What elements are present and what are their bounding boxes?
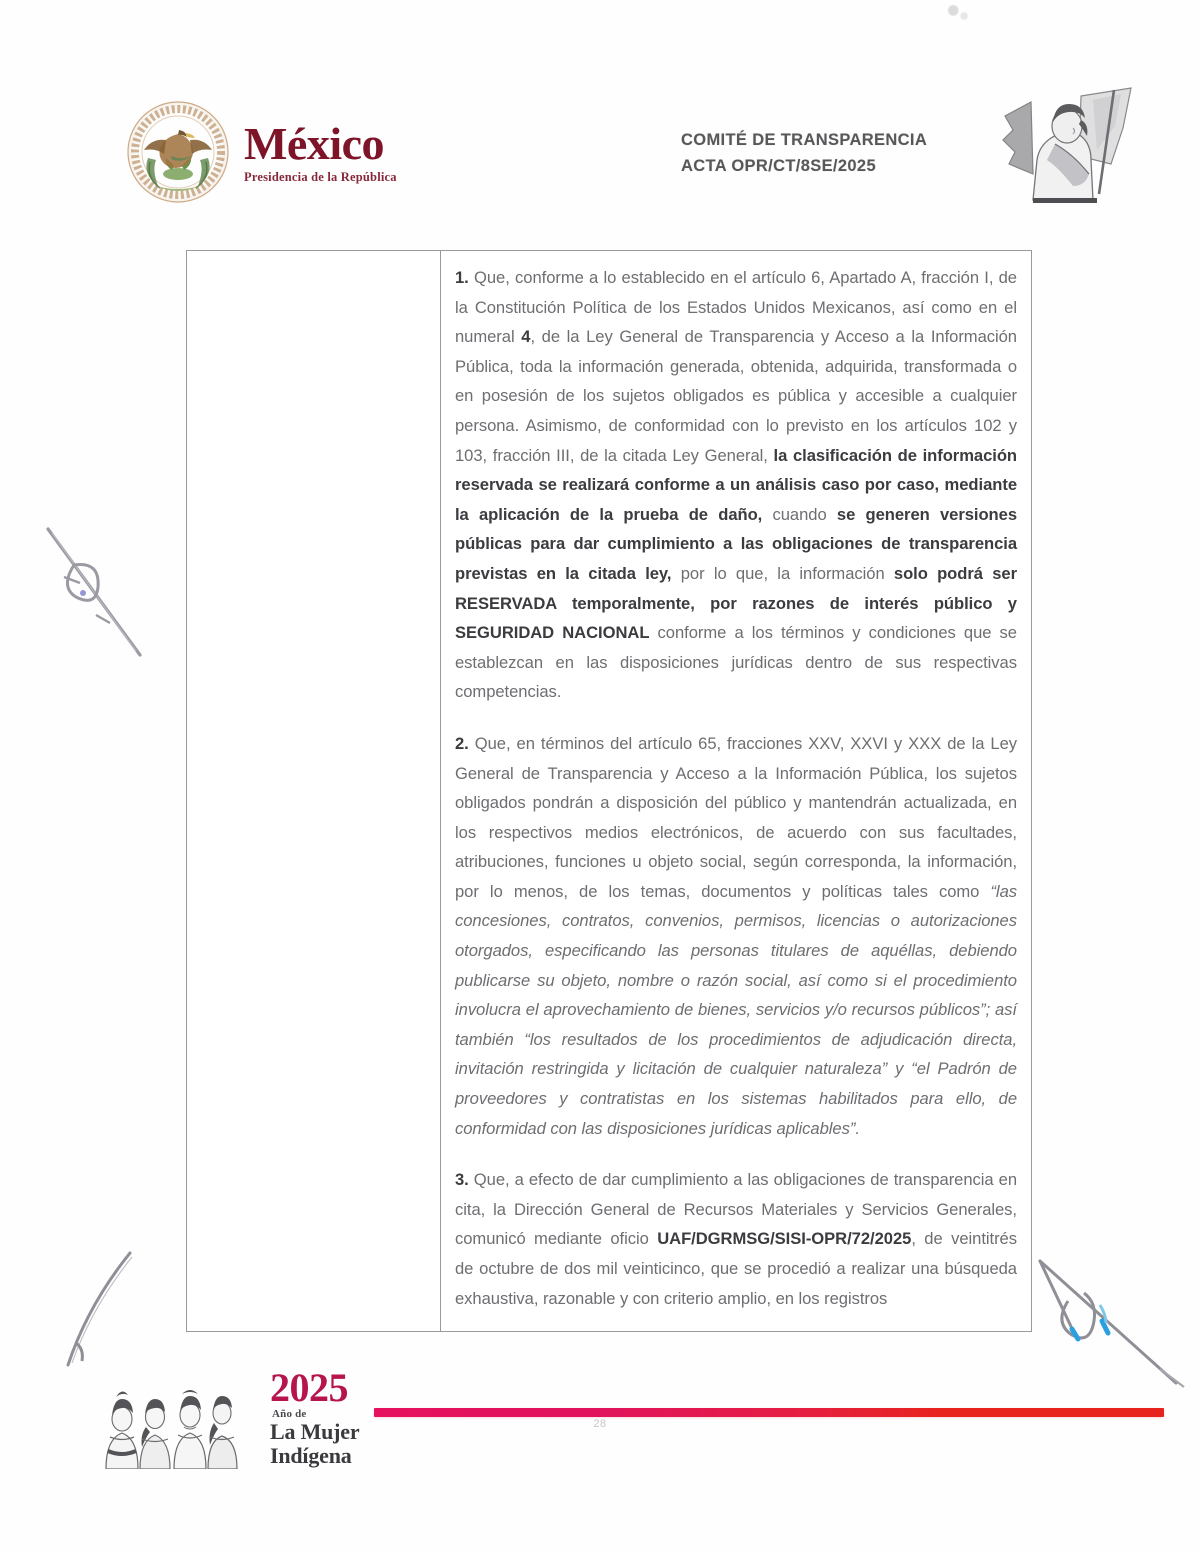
campaign-anio-de: Año de [272, 1408, 307, 1420]
paragraph-number: 2. [455, 733, 469, 753]
campaign-line-2: Indígena [270, 1443, 352, 1468]
footer-gradient-rule [374, 1408, 1164, 1417]
content-table [186, 250, 1032, 1332]
logo-wordmark [244, 118, 397, 185]
logo-title: México [244, 118, 385, 169]
campaign-year: 2025 [270, 1365, 348, 1410]
paragraph-number: 3. [455, 1170, 469, 1190]
mexico-logo [126, 100, 397, 204]
document-footer [0, 1350, 1200, 1510]
table-cell-right-text [441, 251, 1031, 1331]
page-number: 28 [593, 1418, 607, 1430]
table-cell-left-empty [187, 251, 441, 1331]
committee-heading [681, 128, 927, 179]
committee-name: COMITÉ DE TRANSPARENCIA [681, 131, 928, 149]
paragraph-1: 1. Que, conforme a lo establecido en el artículo 6, Apartado A, fracción I, de la Constitución Política de los Estados Unidos Mexicanos, así como en el numeral 4, de la Ley General de Transparencia y Acceso a la Información Pública, toda la información generada, obtenida, adquirida, transformada o en posesión de los sujetos obligados es pública y accesible a cualquier persona. Asimismo, de conformidad con lo previsto en los artículos 102 y 103, fracción III, de la citada Ley General, la clasificación de información reservada se realizará conforme a un análisis caso por caso, mediante la aplicación de la prueba de daño, cuando se generen versiones públicas para dar cumplimiento a las obligaciones de transparencia previstas en la citada ley, por lo que, la información solo podrá ser RESERVADA temporalmente, por razones de interés público y SEGURIDAD NACIONAL conforme a los términos y condiciones que se establezcan en las disposiciones jurídicas dentro de sus respectivas competencias. [455, 268, 1017, 702]
flag-bearer-emblem-icon [993, 82, 1143, 224]
logo-subtitle: Presidencia de la República [244, 170, 397, 184]
signature-mark-top-left [28, 505, 168, 685]
paragraph-number: 1. [455, 268, 469, 287]
paragraph-2: 2. Que, en términos del artículo 65, fracciones XXV, XXVI y XXX de la Ley General de Transparencia y Acceso a la Información Pública, los sujetos obligados pondrán a disposición del público y mantendrán actualizada, en los respectivos medios electrónicos, de acuerdo con sus facultades, atribuciones, funciones u objeto social, según corresponda, la información, por lo menos, de los temas, documentos y políticas tales como “las concesiones, contratos, convenios, permisos, licencias o autorizaciones otorgados, especificando las personas titulares de aquéllas, debiendo publicarse su objeto, nombre o razón social, así como si el procedimiento involucra el aprovechamiento de bienes, servicios y/o recursos públicos”; así también “los resultados de los procedimientos de adjudicación directa, invitación restringida y licitación de cualquier naturaleza” y “el Padrón de proveedores y contratistas en los sistemas habilitados para ello, de conformidad con las disposiciones jurídicas aplicables”. [455, 733, 1018, 1138]
document-header [0, 0, 1200, 240]
campaign-line-1: La Mujer [270, 1419, 360, 1444]
acta-number: ACTA OPR/CT/8SE/2025 [681, 156, 876, 175]
coat-of-arms-icon [126, 100, 230, 204]
paragraph-3: 3. Que, a efecto de dar cumplimiento a las obligaciones de transparencia en cita, la Dirección General de Recursos Materiales y Servicios Generales, comunicó mediante oficio UAF/DGRMSG/SISI-OPR/72/2025, de veintitrés de octubre de dos mil veinticinco, que se procedió a realizar una búsqueda exhaustiva, razonable y con criterio amplio, en los registros [455, 1170, 1017, 1308]
